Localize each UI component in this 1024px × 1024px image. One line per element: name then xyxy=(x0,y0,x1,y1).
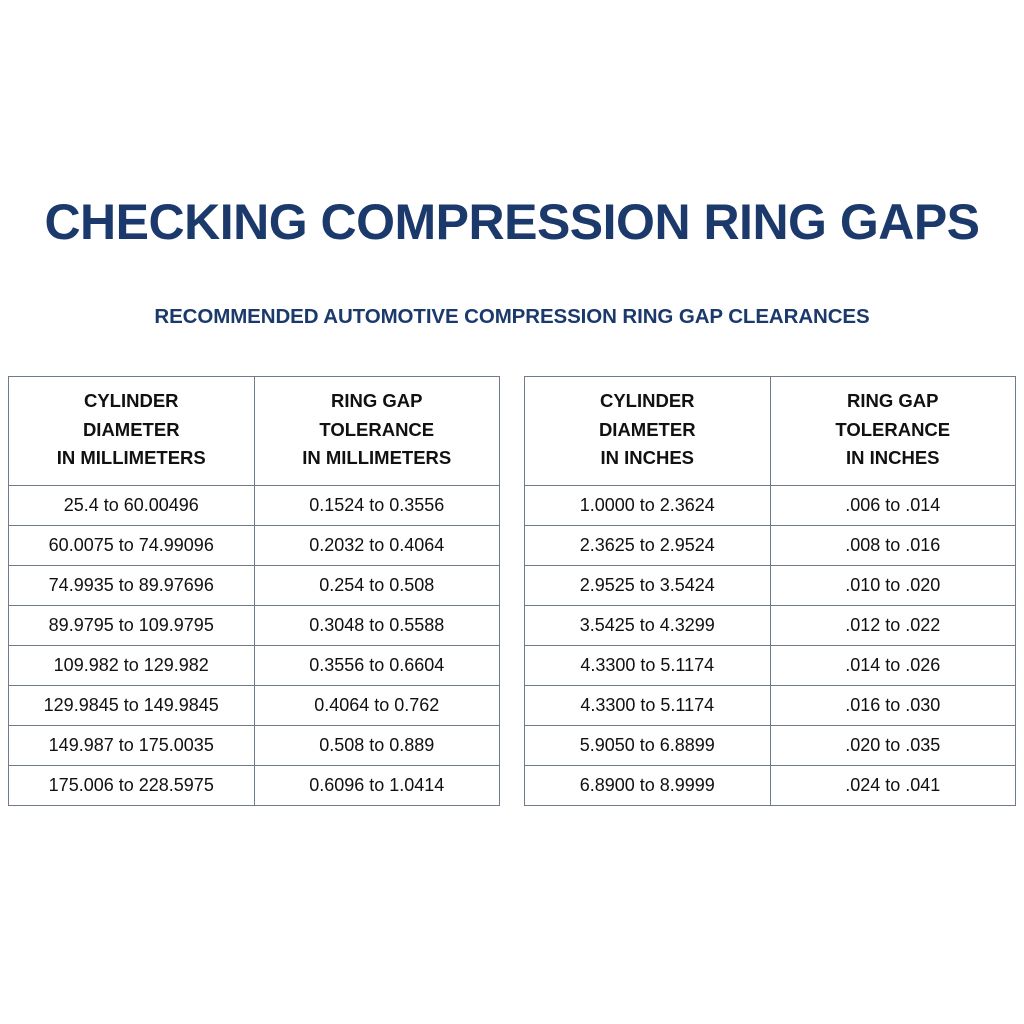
header-line: TOLERANCE xyxy=(835,418,951,440)
cell-tolerance: 0.254 to 0.508 xyxy=(254,566,500,606)
cell-diameter: 60.0075 to 74.99096 xyxy=(9,526,255,566)
table-row xyxy=(525,726,1016,766)
cell-diameter: 5.9050 to 6.8899 xyxy=(525,726,771,766)
column-header-ring-gap-tolerance-in xyxy=(770,377,1016,486)
table-row xyxy=(9,486,500,526)
table-row xyxy=(525,606,1016,646)
cell-diameter: 129.9845 to 149.9845 xyxy=(9,686,255,726)
table-row xyxy=(9,526,500,566)
table-row xyxy=(9,726,500,766)
cell-tolerance: .024 to .041 xyxy=(770,766,1016,806)
column-header-cylinder-diameter-mm xyxy=(9,377,255,486)
cell-diameter: 1.0000 to 2.3624 xyxy=(525,486,771,526)
metric-table xyxy=(8,376,500,806)
table-row xyxy=(9,766,500,806)
header-line: RING GAP xyxy=(847,390,939,411)
header-line: IN MILLIMETERS xyxy=(302,447,452,469)
cell-tolerance: .016 to .030 xyxy=(770,686,1016,726)
table-row xyxy=(9,686,500,726)
header-line: IN INCHES xyxy=(845,447,940,469)
cell-diameter: 149.987 to 175.0035 xyxy=(9,726,255,766)
cell-diameter: 74.9935 to 89.97696 xyxy=(9,566,255,606)
cell-tolerance: 0.1524 to 0.3556 xyxy=(254,486,500,526)
cell-tolerance: 0.3048 to 0.5588 xyxy=(254,606,500,646)
table-row xyxy=(525,646,1016,686)
table-row xyxy=(525,686,1016,726)
cell-diameter: 6.8900 to 8.9999 xyxy=(525,766,771,806)
cell-tolerance: .010 to .020 xyxy=(770,566,1016,606)
header-line: RING GAP xyxy=(331,390,423,411)
cell-diameter: 2.9525 to 3.5424 xyxy=(525,566,771,606)
table-header-row xyxy=(9,377,500,486)
table-row xyxy=(525,566,1016,606)
column-header-cylinder-diameter-in xyxy=(525,377,771,486)
header-line: CYLINDER xyxy=(599,390,695,411)
cell-tolerance: 0.2032 to 0.4064 xyxy=(254,526,500,566)
header-line: IN INCHES xyxy=(600,447,695,469)
cell-tolerance: 0.508 to 0.889 xyxy=(254,726,500,766)
cell-diameter: 2.3625 to 2.9524 xyxy=(525,526,771,566)
cell-tolerance: .008 to .016 xyxy=(770,526,1016,566)
cell-diameter: 4.3300 to 5.1174 xyxy=(525,686,771,726)
table-row xyxy=(9,566,500,606)
cell-diameter: 3.5425 to 4.3299 xyxy=(525,606,771,646)
header-line: CYLINDER xyxy=(83,390,179,411)
cell-diameter: 4.3300 to 5.1174 xyxy=(525,646,771,686)
cell-tolerance: .014 to .026 xyxy=(770,646,1016,686)
cell-tolerance: 0.6096 to 1.0414 xyxy=(254,766,500,806)
cell-tolerance: 0.4064 to 0.762 xyxy=(254,686,500,726)
imperial-table xyxy=(524,376,1016,806)
table-row xyxy=(9,606,500,646)
cell-tolerance: .012 to .022 xyxy=(770,606,1016,646)
cell-tolerance: .020 to .035 xyxy=(770,726,1016,766)
cell-diameter: 109.982 to 129.982 xyxy=(9,646,255,686)
cell-tolerance: 0.3556 to 0.6604 xyxy=(254,646,500,686)
page-subtitle: RECOMMENDED AUTOMOTIVE COMPRESSION RING GAP CLEARANCES xyxy=(154,305,870,328)
page-title: CHECKING COMPRESSION RING GAPS xyxy=(44,194,980,250)
table-row xyxy=(9,646,500,686)
header-line: TOLERANCE xyxy=(319,418,435,440)
header-line: DIAMETER xyxy=(598,418,696,440)
table-row xyxy=(525,766,1016,806)
header-line: DIAMETER xyxy=(82,418,180,440)
column-header-ring-gap-tolerance-mm xyxy=(254,377,500,486)
cell-diameter: 175.006 to 228.5975 xyxy=(9,766,255,806)
cell-diameter: 89.9795 to 109.9795 xyxy=(9,606,255,646)
header-line: IN MILLIMETERS xyxy=(56,447,206,469)
table-row xyxy=(525,486,1016,526)
table-row xyxy=(525,526,1016,566)
cell-tolerance: .006 to .014 xyxy=(770,486,1016,526)
table-header-row xyxy=(525,377,1016,486)
tables-container xyxy=(0,376,1024,806)
cell-diameter: 25.4 to 60.00496 xyxy=(9,486,255,526)
